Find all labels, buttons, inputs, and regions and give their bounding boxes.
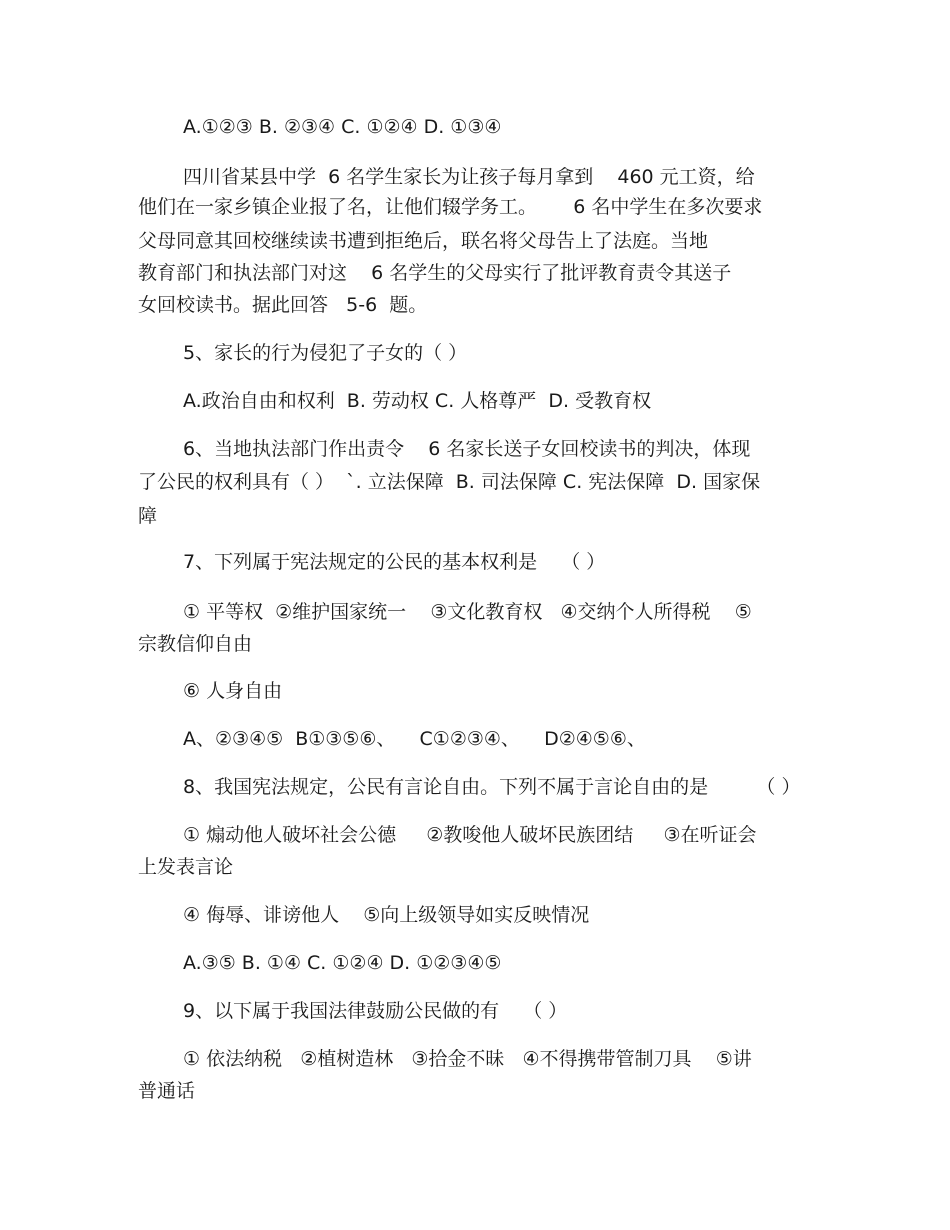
q4-answer-options: A.①②③ B. ②③④ C. ①②④ D. ①③④	[183, 116, 502, 138]
q9-items-line-1: ① 依法纳税 ②植树造林 ③拾金不昧 ④不得携带管制刀具 ⑤讲	[183, 1048, 752, 1070]
q7-items-line-2: 宗教信仰自由	[138, 633, 253, 655]
q5-question: 5、家长的行为侵犯了子女的（ ）	[183, 342, 468, 364]
q9-question: 9、以下属于我国法律鼓励公民做的有 （ ）	[183, 1000, 568, 1022]
q5-answer-options: A.政治自由和权利 B. 劳动权 C. 人格尊严 D. 受教育权	[183, 390, 652, 412]
q8-answer-options: A.③⑤ B. ①④ C. ①②④ D. ①②③④⑤	[183, 952, 502, 974]
passage-line-2: 他们在一家乡镇企业报了名，让他们辍学务工。 6 名中学生在多次要求	[138, 196, 763, 218]
q8-question: 8、我国宪法规定，公民有言论自由。下列不属于言论自由的是 （ ）	[183, 776, 801, 798]
q7-items-line-3: ⑥ 人身自由	[183, 680, 283, 702]
q6-question-line-3: 障	[138, 505, 158, 527]
q8-items-line-3: ④ 侮辱、诽谤他人 ⑤向上级领导如实反映情况	[183, 904, 590, 926]
q9-items-line-2: 普通话	[138, 1080, 196, 1102]
q7-question: 7、下列属于宪法规定的公民的基本权利是 （ ）	[183, 551, 606, 573]
passage-line-4: 教育部门和执法部门对这 6 名学生的父母实行了批评教育责令其送子	[138, 262, 732, 284]
passage-line-5: 女回校读书。据此回答 5-6 题。	[138, 294, 428, 316]
passage-line-1: 四川省某县中学 6 名学生家长为让孩子每月拿到 460 元工资，给	[183, 166, 755, 188]
passage-line-3: 父母同意其回校继续读书遭到拒绝后，联名将父母告上了法庭。当地	[138, 230, 709, 252]
q8-items-line-1: ① 煽动他人破坏社会公德 ②教唆他人破坏民族团结 ③在听证会	[183, 824, 757, 846]
q7-items-line-1: ① 平等权 ②维护国家统一 ③文化教育权 ④交纳个人所得税 ⑤	[183, 601, 752, 623]
q6-question-line-1: 6、当地执法部门作出责令 6 名家长送子女回校读书的判决，体现	[183, 438, 751, 460]
q8-items-line-2: 上发表言论	[138, 856, 234, 878]
q7-answer-options: A、②③④⑤ B①③⑤⑥、 C①②③④、 D②④⑤⑥、	[183, 728, 646, 750]
q6-question-line-2: 了公民的权利具有（ ） `. 立法保障 B. 司法保障 C. 宪法保障 D. 国家保	[138, 471, 761, 493]
